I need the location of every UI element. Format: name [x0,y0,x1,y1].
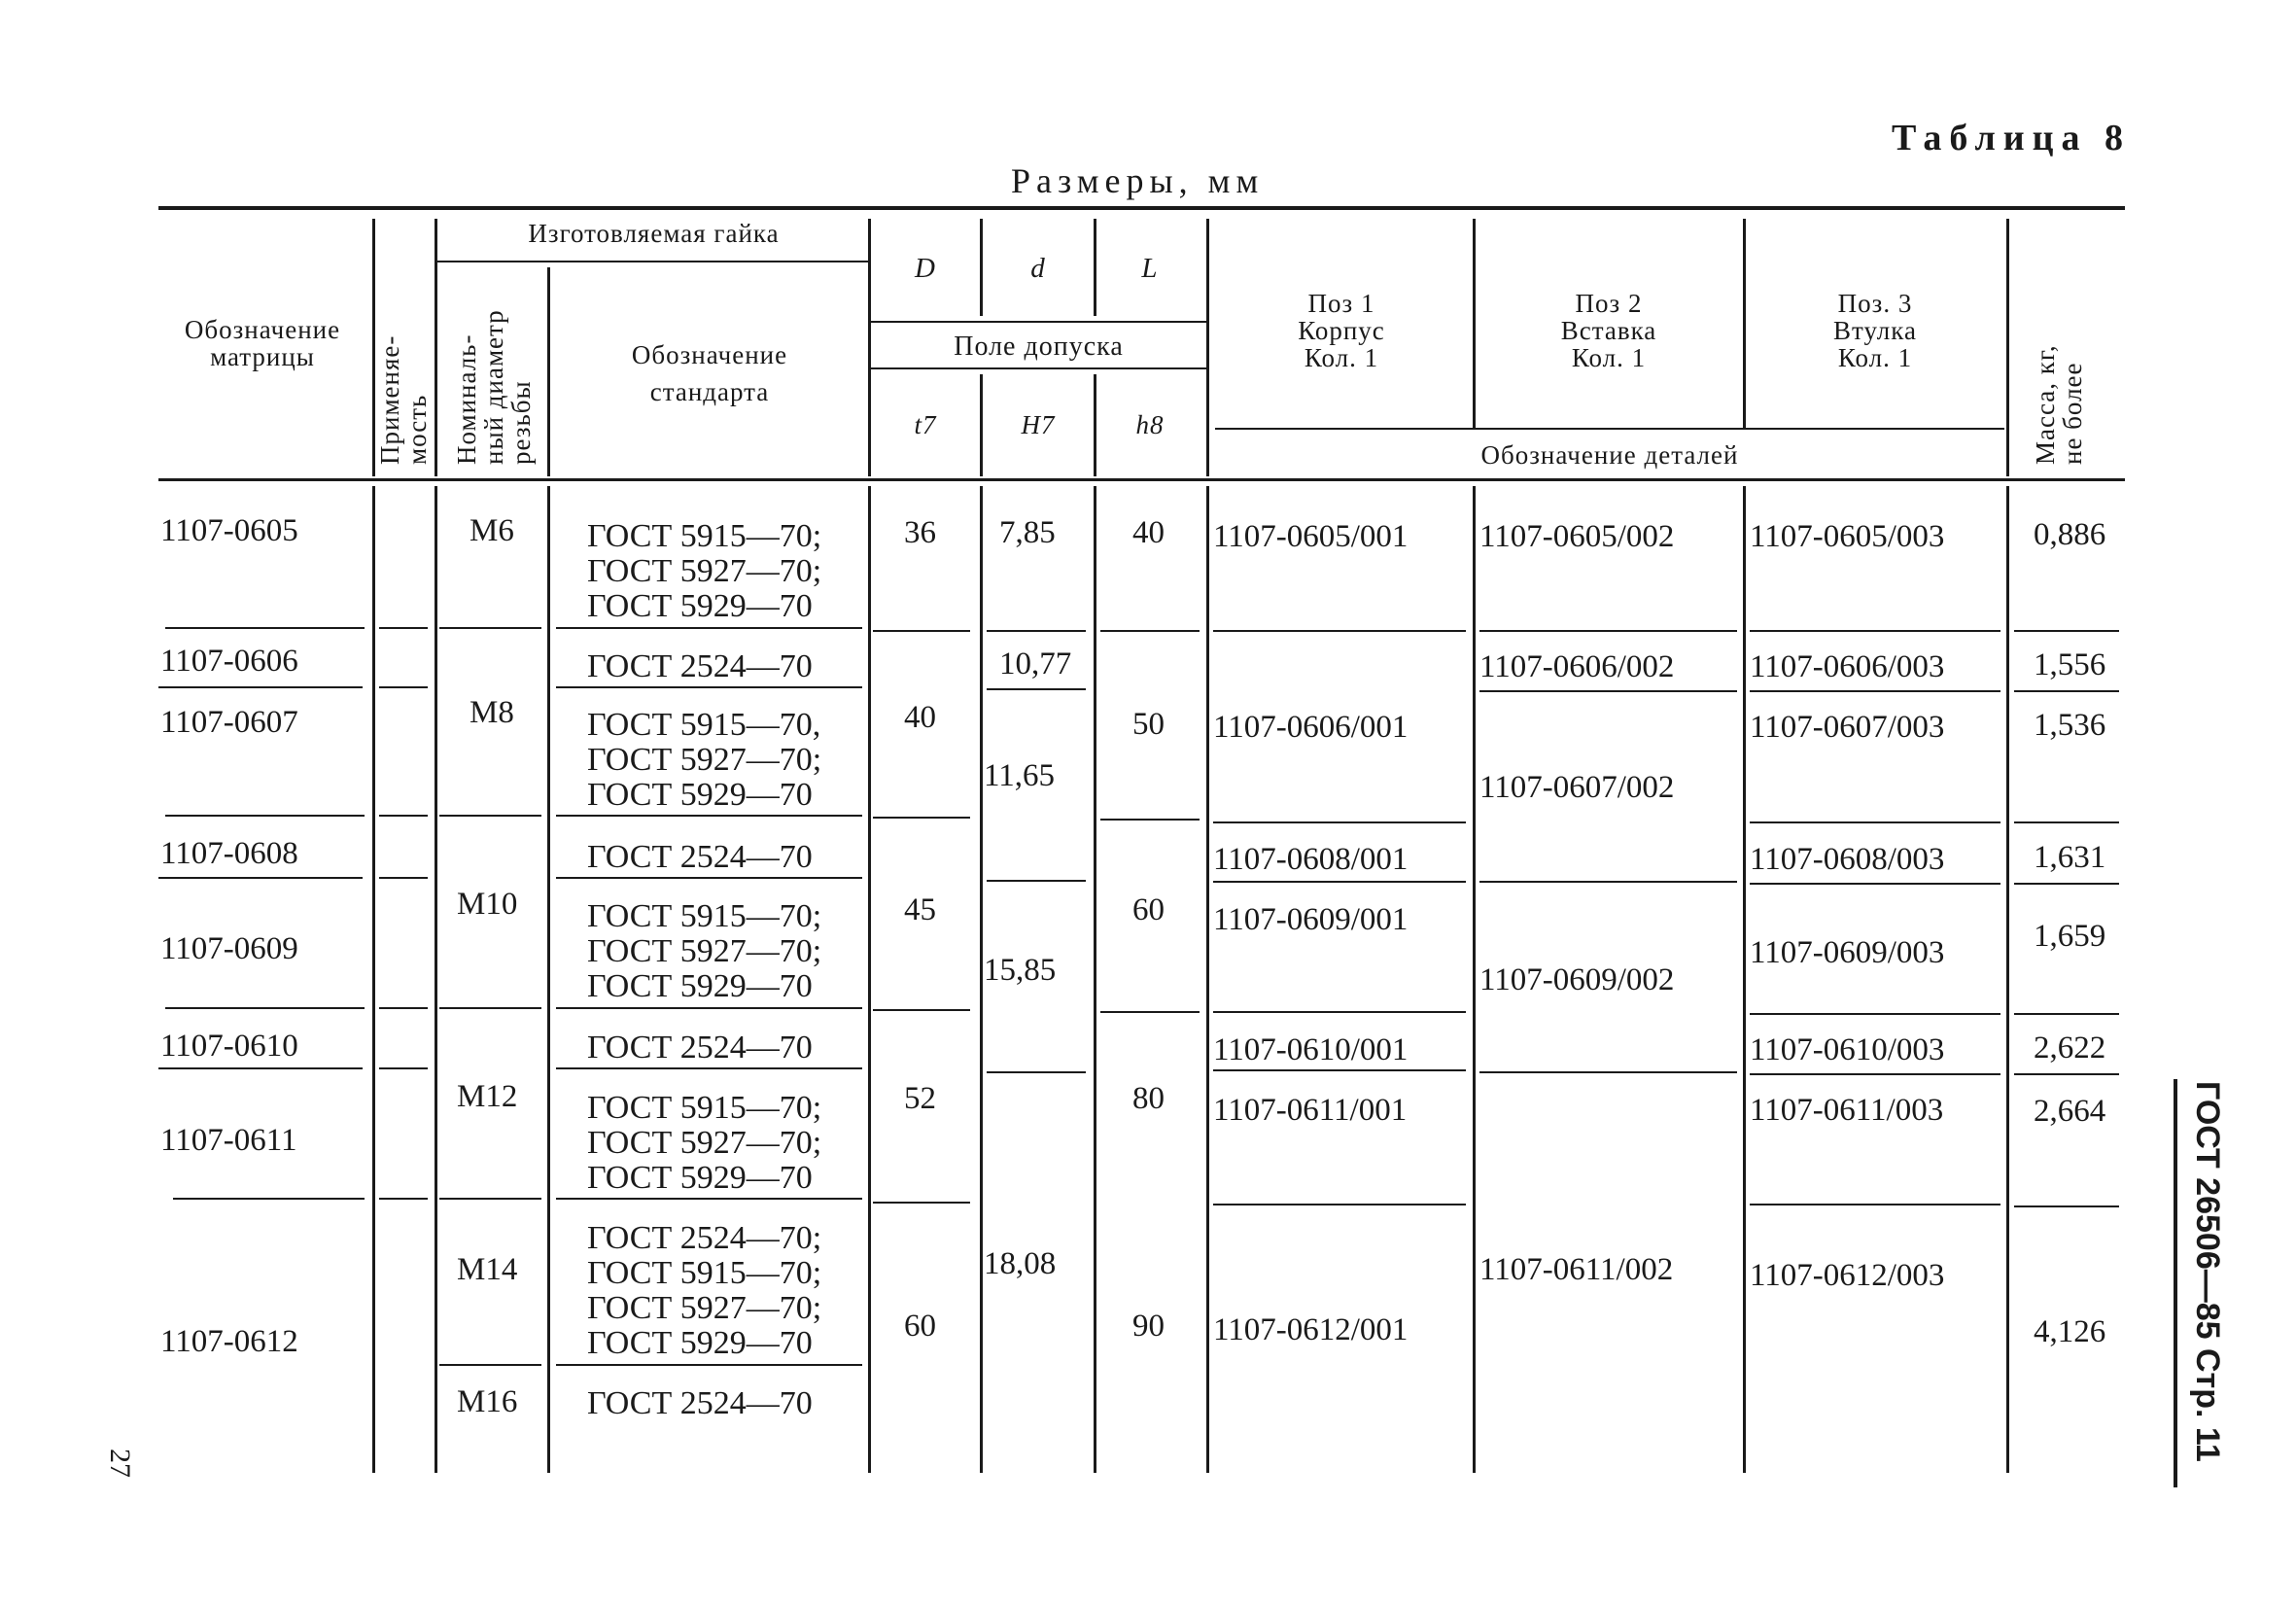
hdr-L: L [1141,253,1159,284]
hdr-h8: h8 [1135,410,1165,439]
row-sep [1213,1011,1466,1013]
row-sep [158,1067,363,1069]
mass-value: 0,886 [2034,517,2106,552]
hdr-parts-designation: Обозначение деталей [1480,440,1739,470]
hdr-vline [1473,219,1476,428]
hdr-vline [547,267,550,476]
row-sep [165,815,365,817]
hdr-vline [1094,219,1096,316]
matrix-id: 1107-0606 [160,644,298,679]
row-sep [556,1007,862,1009]
row-sep [987,630,1086,632]
mass-value: 4,126 [2034,1314,2106,1349]
body-vline [980,486,983,1473]
row-sep [379,1198,428,1200]
row-sep [987,688,1086,690]
hdr-vline [1206,219,1209,476]
pos1-part: 1107-0609/001 [1213,902,1409,937]
row-sep [158,686,363,688]
row-sep [379,877,428,879]
standard-list: ГОСТ 2524—70 [587,1385,813,1421]
row-sep [987,1071,1086,1073]
hdr-t7: t7 [914,410,937,439]
pos1-part: 1107-0610/001 [1213,1032,1409,1067]
hdr-hline [871,367,1206,369]
row-sep [439,1364,541,1366]
body-vline [1743,486,1746,1473]
L-value: 60 [1132,892,1165,927]
row-sep [1750,1073,2000,1075]
row-sep [439,815,541,817]
row-sep [556,1364,862,1366]
mass-value: 2,664 [2034,1094,2106,1129]
row-sep [379,1067,428,1069]
matrix-id: 1107-0605 [160,513,298,548]
row-sep [439,1007,541,1009]
mass-value: 1,631 [2034,840,2106,875]
body-vline [868,486,871,1473]
pos2-part: 1107-0607/002 [1479,770,1675,805]
row-sep [2014,690,2119,692]
row-sep [1100,630,1200,632]
pos2-part: 1107-0609/002 [1479,962,1675,997]
D-value: 45 [904,892,936,927]
row-sep [873,817,970,819]
hdr-hline [871,321,1206,323]
top-rule [158,206,2125,210]
page-number: 27 [104,1449,136,1478]
row-sep [2014,1013,2119,1015]
row-sep [1750,883,2000,885]
standard-list: ГОСТ 5915—70; ГОСТ 5927—70; ГОСТ 5929—70 [587,898,822,1004]
row-sep [556,686,862,688]
row-sep [165,627,365,629]
body-vline [1473,486,1476,1473]
row-sep [1479,881,1737,883]
table-label: Таблица 8 [1892,118,2132,158]
L-value: 40 [1132,515,1165,550]
row-sep [1750,1013,2000,1015]
hdr-vline [2006,219,2009,476]
D-value: 40 [904,700,936,735]
row-sep [439,1198,541,1200]
d-value: 18,08 [984,1246,1057,1281]
row-sep [1213,821,1466,823]
matrix-id: 1107-0611 [160,1123,297,1158]
d-value: 7,85 [999,515,1056,550]
d-value: 15,85 [984,953,1057,988]
pos2-part: 1107-0606/002 [1479,649,1675,684]
table-subtitle: Размеры, мм [1011,161,1265,200]
pos2-part: 1107-0611/002 [1479,1252,1674,1287]
thread-size: М6 [470,513,514,548]
body-vline [1094,486,1096,1473]
thread-size: М14 [457,1252,518,1287]
D-value: 36 [904,515,936,550]
pos3-part: 1107-0606/003 [1750,649,1945,684]
hdr-vline [980,219,983,316]
row-sep [1479,630,1737,632]
standard-list: ГОСТ 5915—70, ГОСТ 5927—70; ГОСТ 5929—70 [587,707,822,813]
pos3-part: 1107-0609/003 [1750,935,1945,970]
row-sep [556,815,862,817]
hdr-standard: Обозначение стандарта [631,340,788,406]
row-sep [1750,821,2000,823]
pos3-part: 1107-0610/003 [1750,1032,1945,1067]
hdr-d: d [1030,253,1046,284]
mass-value: 1,659 [2034,919,2106,954]
matrix-id: 1107-0608 [160,836,298,871]
row-sep [1213,881,1466,883]
pos3-part: 1107-0612/003 [1750,1258,1945,1293]
hdr-H7: H7 [1021,410,1056,439]
standard-list: ГОСТ 2524—70 [587,839,813,875]
row-sep [158,877,363,879]
row-sep [379,1007,428,1009]
row-sep [1100,1011,1200,1013]
row-sep [2014,1205,2119,1207]
hdr-D: D [915,253,936,284]
thread-size: М12 [457,1079,518,1114]
pos1-part: 1107-0611/001 [1213,1093,1408,1128]
mass-value: 1,536 [2034,708,2106,743]
row-sep [987,880,1086,882]
row-sep [873,1009,970,1011]
hdr-vline [1094,374,1096,476]
row-sep [2014,883,2119,885]
row-sep [1213,630,1466,632]
standard-list: ГОСТ 5915—70; ГОСТ 5927—70; ГОСТ 5929—70 [587,1090,822,1196]
pos3-part: 1107-0608/003 [1750,842,1945,877]
hdr-pos3: Поз. 3 Втулка Кол. 1 [1833,289,1917,372]
pos1-part: 1107-0612/001 [1213,1312,1409,1347]
hdr-vline [435,219,437,476]
row-sep [173,1198,365,1200]
row-sep [556,1198,862,1200]
body-vline [435,486,437,1473]
row-sep [379,686,428,688]
pos1-part: 1107-0606/001 [1213,710,1409,745]
matrix-id: 1107-0607 [160,705,298,740]
row-sep [439,627,541,629]
row-sep [379,627,428,629]
hdr-tolerance: Поле допуска [954,332,1124,362]
running-header: ГОСТ 26506—85 Стр. 11 [2189,1081,2226,1462]
row-sep [2014,821,2119,823]
hdr-applicability: Применяе- мость [375,334,432,465]
row-sep [1750,1204,2000,1205]
row-sep [1750,690,2000,692]
thread-size: М8 [470,695,514,730]
row-sep [1100,819,1200,821]
L-value: 80 [1132,1081,1165,1116]
L-value: 90 [1132,1309,1165,1344]
row-sep [873,1202,970,1204]
standard-list: ГОСТ 5915—70; ГОСТ 5927—70; ГОСТ 5929—70 [587,518,822,624]
hdr-nominal-diameter: Номиналь- ный диаметр резьбы [452,309,536,465]
mass-value: 1,556 [2034,647,2106,682]
hdr-vline [1743,219,1746,428]
body-vline [547,486,550,1473]
matrix-id: 1107-0609 [160,931,298,966]
row-sep [873,630,970,632]
pos3-part: 1107-0611/003 [1750,1093,1944,1128]
pos2-part: 1107-0605/002 [1479,519,1675,554]
row-sep [1213,1204,1466,1205]
body-vline [372,486,375,1473]
hdr-vline [980,374,983,476]
body-vline [1206,486,1209,1473]
pos1-part: 1107-0608/001 [1213,842,1409,877]
header-bottom-rule [158,478,2125,481]
d-value: 10,77 [999,646,1072,681]
row-sep [1479,690,1737,692]
hdr-pos1: Поз 1 Корпус Кол. 1 [1298,289,1385,372]
mass-value: 2,622 [2034,1031,2106,1066]
row-sep [556,877,862,879]
pos3-part: 1107-0607/003 [1750,710,1945,745]
D-value: 52 [904,1081,936,1116]
row-sep [165,1007,365,1009]
hdr-matrix: Обозначение матрицы [184,315,341,371]
standard-list: ГОСТ 2524—70 [587,648,813,684]
row-sep [379,815,428,817]
hdr-pos2: Поз 2 Вставка Кол. 1 [1560,289,1657,372]
hdr-hline [437,261,868,262]
row-sep [1213,1069,1466,1071]
L-value: 50 [1132,707,1165,742]
row-sep [2014,1073,2119,1075]
pos1-part: 1107-0605/001 [1213,519,1409,554]
hdr-nut-group: Изготовляемая гайка [528,219,780,248]
row-sep [556,627,862,629]
row-sep [2014,630,2119,632]
standard-list: ГОСТ 2524—70 [587,1030,813,1066]
pos3-part: 1107-0605/003 [1750,519,1945,554]
standard-list: ГОСТ 2524—70; ГОСТ 5915—70; ГОСТ 5927—70; ГОСТ 5929—70 [587,1220,822,1361]
running-header-rule [2174,1079,2177,1487]
row-sep [556,1067,862,1069]
matrix-id: 1107-0612 [160,1324,298,1359]
row-sep [1479,1071,1737,1073]
d-value: 11,65 [984,758,1056,793]
thread-size: М10 [457,887,518,922]
D-value: 60 [904,1309,936,1344]
row-sep [1750,630,2000,632]
hdr-mass: Масса, кг, не более [2031,344,2087,465]
hdr-hline [1215,428,2004,430]
thread-size: М16 [457,1384,518,1419]
body-vline [2006,486,2009,1473]
matrix-id: 1107-0610 [160,1029,298,1064]
